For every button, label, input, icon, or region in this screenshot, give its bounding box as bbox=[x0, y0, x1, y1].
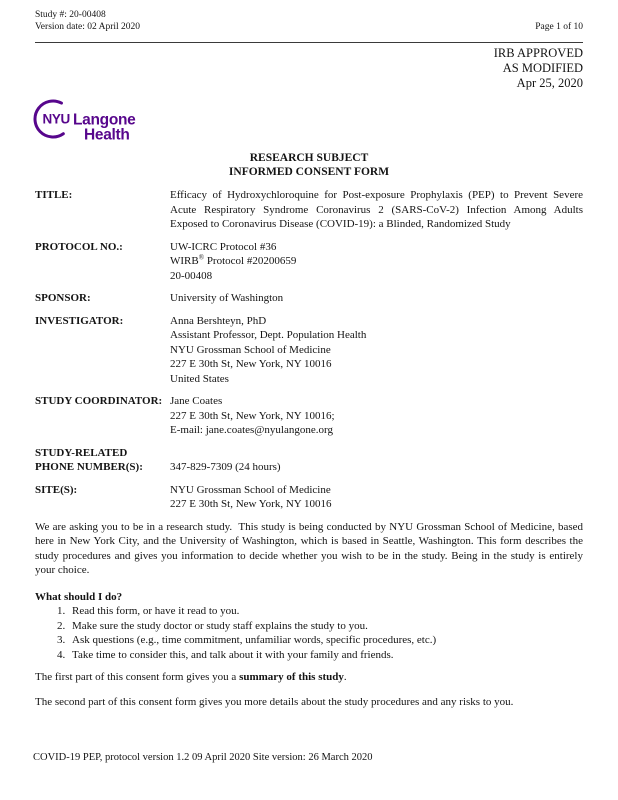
field-row bbox=[35, 188, 583, 232]
what-should-i-do-heading: What should I do? bbox=[35, 590, 123, 603]
intro-paragraph: We are asking you to be in a research study. This study is being conducted by NYU Grossman School of Medicine, based here in New York City, and the University of Washington, which is based in Seattle, Washington. This form describes the study procedures and gives you information to decide whether you wish to be in the study. Being in the study is entirely your choice. bbox=[35, 520, 586, 576]
field-label-line: INVESTIGATOR: bbox=[35, 314, 124, 327]
field-value-line: E-mail: jane.coates@nyulangone.org bbox=[170, 424, 333, 436]
field-value-line: 20-00408 bbox=[170, 269, 213, 282]
page-footer: COVID-19 PEP, protocol version 1.2 09 April 2020 Site version: 26 March 2020 bbox=[33, 752, 373, 763]
field-value bbox=[170, 394, 583, 438]
first-part-sentence bbox=[35, 670, 583, 685]
header-left bbox=[35, 9, 140, 33]
field-value bbox=[170, 240, 583, 284]
nyu-langone-logo bbox=[32, 98, 583, 144]
page-indicator: Page 1 of 10 bbox=[535, 22, 583, 32]
field-label-line: SITE(S): bbox=[35, 483, 78, 496]
field-value-line: NYU Grossman School of Medicine bbox=[170, 343, 331, 356]
logo-langone-text: Langone bbox=[73, 111, 136, 129]
step-item: 3. Ask questions (e.g., time commitment, unfamiliar words, specific procedures, etc.) bbox=[68, 633, 583, 648]
field-value-line: Efficacy of Hydroxychloroquine for Post-exposure Prophylaxis (PEP) to Prevent Severe Acute Respiratory Syndrome Coronavirus 2 (SARS-CoV-2) Infection Among Adults Exposed to Coronavirus Disease (COVID-19): a Blinded, Randomized Study bbox=[170, 189, 583, 230]
field-value-line: United States bbox=[170, 372, 229, 385]
field-value bbox=[170, 314, 583, 387]
field-row bbox=[35, 446, 583, 475]
step-item: 4. Take time to consider this, and talk about it with your family and friends. bbox=[68, 648, 583, 663]
field-row bbox=[35, 240, 583, 284]
irb-stamp-line: IRB APPROVED bbox=[493, 46, 583, 60]
field-value bbox=[170, 483, 583, 512]
irb-stamp-line: AS MODIFIED bbox=[502, 61, 583, 75]
field-value-line: Jane Coates bbox=[170, 395, 223, 407]
logo-nyu-text: NYU bbox=[42, 111, 70, 127]
step-item: 1. Read this form, or have it read to you. bbox=[68, 604, 583, 619]
version-date: Version date: 02 April 2020 bbox=[35, 22, 141, 32]
field-value bbox=[170, 188, 583, 232]
field-label bbox=[35, 240, 170, 284]
regular-text: . bbox=[343, 671, 347, 683]
field-label-line: STUDY COORDINATOR: bbox=[35, 395, 163, 407]
study-number: Study #: 20-00408 bbox=[35, 10, 106, 20]
field-label-line: STUDY-RELATED bbox=[35, 446, 128, 459]
field-value-line: 347-829-7309 (24 hours) bbox=[170, 461, 281, 473]
field-value bbox=[170, 446, 583, 475]
second-part-sentence: The second part of this consent form gives you more details about the study procedures and any risks to you. bbox=[35, 695, 514, 708]
field-label-line: PROTOCOL NO.: bbox=[35, 240, 123, 253]
nyu-langone-logo-icon bbox=[32, 98, 150, 144]
field-value-line: 227 E 30th St, New York, NY 10016 bbox=[170, 498, 332, 510]
field-row bbox=[35, 394, 583, 438]
field-row bbox=[35, 314, 583, 387]
field-value-line: University of Washington bbox=[170, 292, 284, 304]
field-value bbox=[170, 291, 583, 306]
field-label-line: SPONSOR: bbox=[35, 292, 91, 304]
field-label bbox=[35, 188, 170, 232]
field-label bbox=[35, 483, 170, 512]
page-header bbox=[35, 9, 583, 33]
step-item: 2. Make sure the study doctor or study staff explains the study to you. bbox=[68, 619, 583, 634]
form-title bbox=[35, 151, 583, 179]
logo-health-text: Health bbox=[84, 126, 130, 144]
field-value-line: UW-ICRC Protocol #36 bbox=[170, 240, 277, 253]
steps-list bbox=[35, 604, 583, 662]
field-label bbox=[35, 291, 170, 306]
field-label-line: PHONE NUMBER(S): bbox=[35, 461, 143, 473]
field-value-line: NYU Grossman School of Medicine bbox=[170, 483, 331, 496]
regular-text: The first part of this consent form gives you a bbox=[35, 671, 240, 683]
field-value-line: WIRB® Protocol #20200659 bbox=[170, 253, 297, 267]
fields-section bbox=[35, 188, 583, 512]
field-row bbox=[35, 483, 583, 512]
field-label bbox=[35, 446, 170, 475]
field-value-line: 227 E 30th St, New York, NY 10016 bbox=[170, 358, 332, 370]
form-title-line: RESEARCH SUBJECT bbox=[249, 152, 369, 164]
irb-approval-stamp bbox=[35, 46, 583, 91]
field-label bbox=[35, 314, 170, 387]
field-label bbox=[35, 394, 170, 438]
form-title-line: INFORMED CONSENT FORM bbox=[228, 166, 390, 178]
field-value-line: Anna Bershteyn, PhD bbox=[170, 314, 267, 327]
field-value-line: 227 E 30th St, New York, NY 10016; bbox=[170, 409, 335, 422]
field-label-line: TITLE: bbox=[35, 189, 73, 201]
field-row bbox=[35, 291, 583, 306]
field-value-line: Assistant Professor, Dept. Population Health bbox=[170, 329, 367, 341]
bold-text: summary of this study bbox=[239, 671, 344, 683]
header-divider bbox=[35, 42, 583, 43]
irb-stamp-line: Apr 25, 2020 bbox=[516, 76, 583, 90]
